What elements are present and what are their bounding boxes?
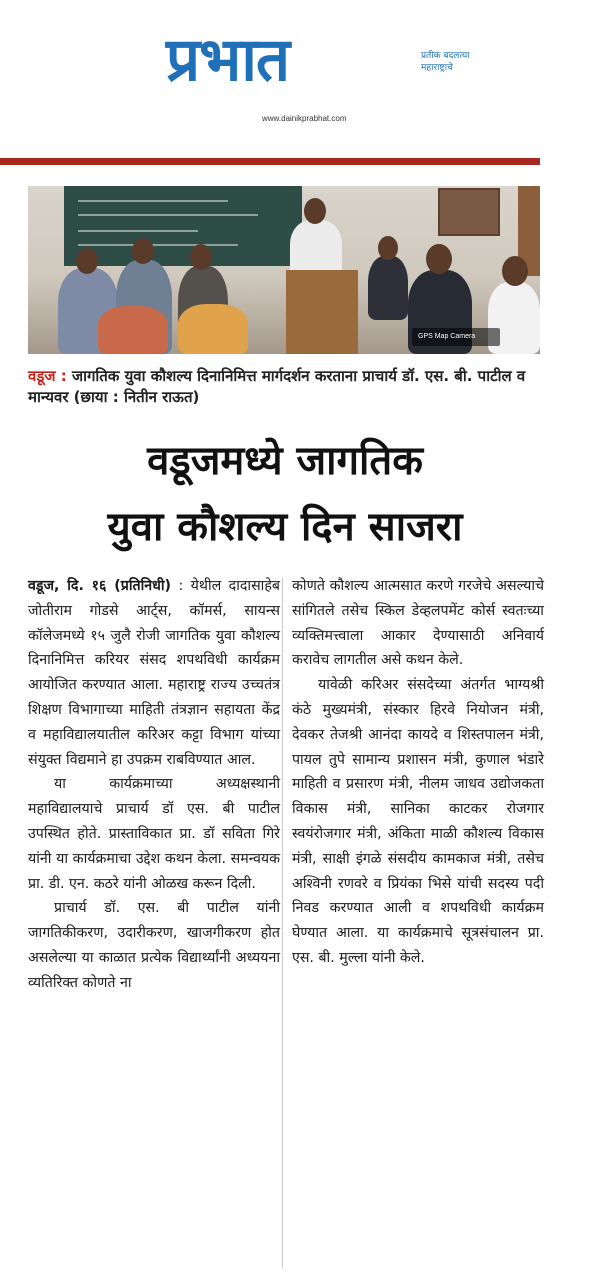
- podium: [286, 270, 358, 354]
- newspaper-tagline: प्रतीक बदलत्या महाराष्ट्राचे: [421, 51, 470, 73]
- column-divider: [282, 578, 283, 1268]
- website-url: www.dainikprabhat.com: [262, 114, 347, 123]
- headline-line-2: युवा कौशल्य दिन साजरा: [107, 504, 463, 550]
- caption-text: जागतिक युवा कौशल्य दिनानिमित्त मार्गदर्शन करताना प्राचार्य डॉ. एस. बी. पाटील व मान्यवर (छाया : नितीन राऊत): [28, 367, 526, 406]
- gps-camera-watermark: GPS Map Camera: [412, 328, 500, 346]
- event-photo: [28, 186, 540, 354]
- masthead-rule: [0, 158, 540, 165]
- newspaper-logo: प्रभात: [166, 25, 290, 95]
- blackboard: [64, 186, 302, 266]
- photo-caption: [28, 366, 542, 408]
- dateline: वडूज, दि. १६ (प्रतिनिधी): [28, 578, 172, 594]
- article-paragraph: कोणते कौशल्य आत्मसात करणे गरजेचे असल्याचे सांगितले तसेच स्किल डेव्हलपमेंट कोर्स स्वतःच्या व्यक्तिमत्त्वाला आकार देण्यासाठी अनिवार्य करावेच लागतील असे कथन केले.: [292, 578, 544, 669]
- article-paragraph: यावेळी करिअर संसदेच्या अंतर्गत भाग्यश्री कंठे मुख्यमंत्री, संस्कार हिरवे नियोजन मंत्री, देवकर तेजश्री आनंदा कायदे व शिस्तपालन मंत्री, पायल तुपे सामान्य प्रशासन मंत्री, कुणाल भंडारे माहिती व प्रसारण मंत्री, नीलम जाधव उद्योजकता विकास मंत्री, सानिका काटकर रोजगार स्वयंरोजगार मंत्री, अंकिता माळी कौशल्य विकास मंत्री, साक्षी इंगळे संसदीय कामकाज मंत्री, तसेच अश्विनी रणवरे व प्रियंका भिसे यांची सदस्य पदी निवड करण्यात आली व शपथविधी कार्यक्रम घेण्यात आला. या कार्यक्रमाचे सूत्रसंचालन प्रा. एस. बी. मुल्ला यांनी केले.: [292, 677, 544, 966]
- caption-place: वडूज :: [28, 367, 67, 385]
- headline-line-1: वडूजमध्ये जागतिक: [147, 438, 423, 484]
- headline: [28, 428, 542, 560]
- article-paragraph: प्राचार्य डॉ. एस. बी पाटील यांनी जागतिकीकरण, उदारीकरण, खाजगीकरण होत असलेल्या या काळात प्रत्येक विद्यार्थ्यांनी अध्ययना व्यतिरिक्त कोणते ना: [28, 900, 280, 991]
- article-column-left: [28, 574, 280, 996]
- article-paragraph: या कार्यक्रमाच्या अध्यक्षस्थानी महाविद्यालयाचे प्राचार्य डॉ एस. बी पाटील उपस्थित होते. प्रास्ताविकात प्रा. डॉ सविता गिरे यांनी या कार्यक्रमाचा उद्देश कथन केला. समन्वयक प्रा. डी. एन. कठरे यांनी ओळख करून दिली.: [28, 776, 280, 892]
- article-column-right: [292, 574, 544, 971]
- article-paragraph: वडूज, दि. १६ (प्रतिनिधी) : येथील दादासाहेब जोतीराम गोडसे आर्ट्स, कॉमर्स, सायन्स कॉलेजमध्ये १५ जुलै रोजी जागतिक युवा कौशल्य दिनानिमित्त करियर संसद शपथविधी कार्यक्रम आयोजित करण्यात आला. महाराष्ट्र राज्य उच्चतंत्र शिक्षण विभागाच्या माहिती तंत्रज्ञान सहायता केंद्र व महाविद्यालयातील करिअर कट्टा विभाग यांच्या संयुक्त विद्यमाने हा उपक्रम राबविण्यात आल.: [28, 578, 280, 768]
- wall-frame: [438, 188, 500, 236]
- masthead: [0, 0, 609, 160]
